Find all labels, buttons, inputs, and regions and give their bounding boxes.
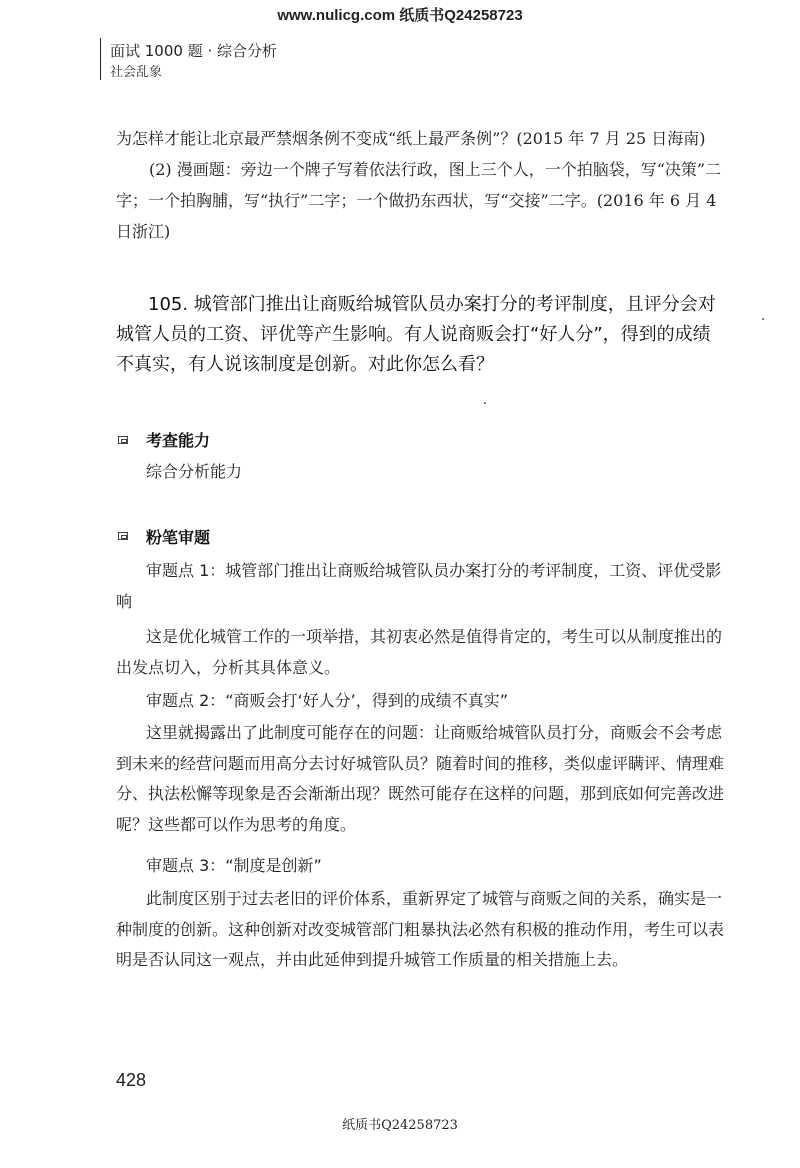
scan-speck bbox=[762, 318, 764, 320]
analysis-point-3-label: 审题点 3：“制度是创新” bbox=[146, 856, 322, 875]
bottom-watermark: 纸质书Q24258723 bbox=[342, 1118, 458, 1133]
header-divider bbox=[100, 38, 101, 80]
chapter-name: 社会乱象 bbox=[110, 65, 163, 80]
section-square-icon bbox=[118, 436, 128, 444]
section-title-ability: 考查能力 bbox=[146, 431, 211, 450]
scan-speck bbox=[484, 402, 486, 404]
previous-question-line: 为怎样才能让北京最严禁烟条例不变成“纸上最严条例”？(2015 年 7 月 25 日海南) bbox=[116, 129, 706, 148]
ability-content: 综合分析能力 bbox=[146, 462, 243, 481]
analysis-point-1-text: 这是优化城管工作的一项举措，其初衷必然是值得肯定的，考生可以从制度推出的出发点切入，分析其具体意义。 bbox=[116, 627, 723, 677]
section-title-analysis: 粉笔审题 bbox=[146, 528, 211, 547]
analysis-point-2-text: 这里就揭露出了此制度可能存在的问题：让商贩给城管队员打分，商贩会不会考虑到未来的经营问题而用高分去讨好城管队员？随着时间的推移，类似虚评瞒评、情理难分、执法松懈等现象是否会渐渐出现？既然可能存在这样的问题，那到底如何完善改进呢？这些都可以作为思考的角度。 bbox=[116, 723, 725, 834]
section-square-icon bbox=[118, 532, 128, 540]
book-title: 面试 1000 题 · 综合分析 bbox=[110, 42, 278, 60]
previous-question-item-2: (2) 漫画题：旁边一个牌子写着依法行政，图上三个人，一个拍脑袋，写“决策”二字；一个拍胸脯，写“执行”二字；一个做扔东西状，写“交接”二字。(2016 年 6 月 4 日浙江) bbox=[116, 160, 722, 241]
analysis-point-2-label: 审题点 2：“商贩会打‘好人分’，得到的成绩不真实” bbox=[146, 691, 509, 710]
page-number: 428 bbox=[116, 1070, 147, 1090]
analysis-point-3-text: 此制度区别于过去老旧的评价体系，重新界定了城管与商贩之间的关系，确实是一种制度的创新。这种创新对改变城管部门粗暴执法必然有积极的推动作用，考生可以表明是否认同这一观点，并由此延伸到提升城管工作质量的相关措施上去。 bbox=[116, 889, 725, 969]
question-105: 105. 城管部门推出让商贩给城管队员办案打分的考评制度，且评分会对城管人员的工资、评优等产生影响。有人说商贩会打“好人分”，得到的成绩不真实，有人说该制度是创新。对此你怎么看？ bbox=[116, 294, 716, 375]
analysis-point-1-label: 审题点 1：城管部门推出让商贩给城管队员办案打分的考评制度，工资、评优受影响 bbox=[116, 561, 722, 611]
top-watermark: www.nulicg.com 纸质书Q24258723 bbox=[277, 7, 523, 24]
